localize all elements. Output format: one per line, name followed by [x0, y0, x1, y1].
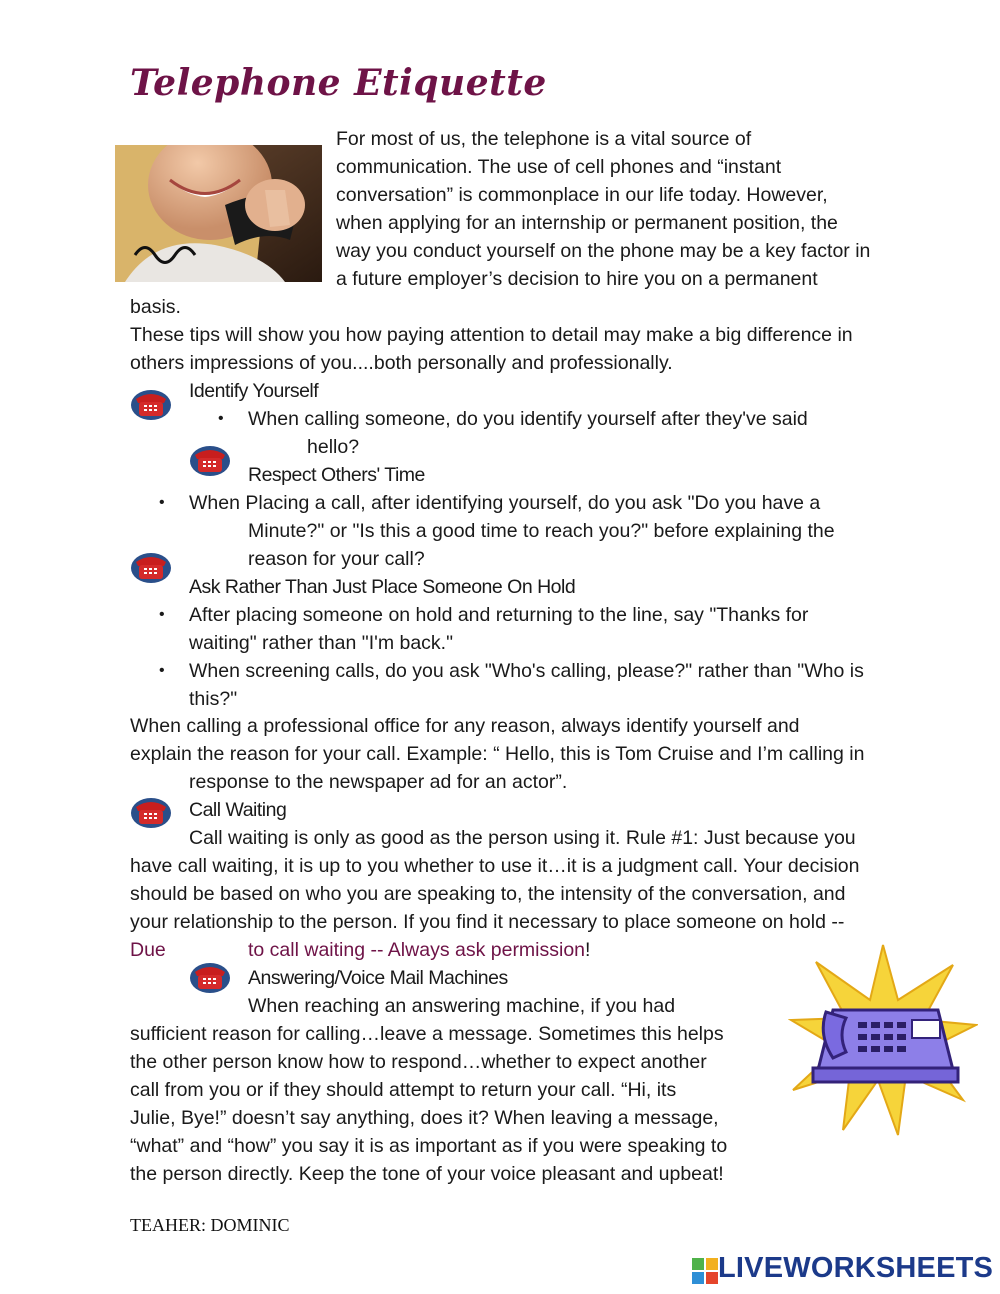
- intro-line: communication. The use of cell phones and “instant: [336, 156, 782, 178]
- bullet-continuation: hello?: [307, 436, 360, 458]
- highlight-sentence: [248, 936, 590, 964]
- bullet-continuation: waiting" rather than "I'm back.": [189, 632, 454, 654]
- section-heading: Ask Rather Than Just Place Someone On Hold: [189, 576, 576, 598]
- intro-line: These tips will show you how paying attention to detail may make a big difference in: [130, 324, 853, 346]
- bullet-item: • When screening calls, do you ask "Who's calling, please?" rather than "Who is: [189, 657, 864, 685]
- paragraph-line: the other person know how to respond…whether to expect another: [130, 1051, 707, 1073]
- paragraph-line: explain the reason for your call. Example: “ Hello, this is Tom Cruise and I’m calling in: [130, 743, 865, 765]
- paragraph-line: sufficient reason for calling…leave a message. Sometimes this helps: [130, 1023, 724, 1045]
- bullet-item: • When calling someone, do you identify yourself after they've said: [248, 405, 808, 433]
- intro-line: others impressions of you....both personally and professionally.: [130, 352, 673, 374]
- paragraph-line: When calling a professional office for any reason, always identify yourself and: [130, 715, 800, 737]
- paragraph-line: “what” and “how” you say it is as important as if you were speaking to: [130, 1135, 728, 1157]
- bullet-item: • After placing someone on hold and returning to the line, say "Thanks for: [189, 601, 808, 629]
- teacher-name: TEAHER: DOMINIC: [130, 1215, 290, 1235]
- paragraph-line: call from you or if they should attempt to return your call. “Hi, its: [130, 1079, 677, 1101]
- red-telephone-icon: [130, 795, 172, 829]
- paragraph-line: When reaching an answering machine, if you had: [248, 995, 676, 1017]
- red-telephone-icon: [189, 960, 231, 994]
- section-heading: Identify Yourself: [189, 380, 319, 402]
- liveworksheets-logo-icon: [692, 1258, 718, 1284]
- bullet-continuation: Minute?" or "Is this a good time to reach you?" before explaining the: [248, 520, 835, 542]
- intro-line: For most of us, the telephone is a vital source of: [336, 128, 752, 150]
- paragraph-line: response to the newspaper ad for an actor”.: [189, 771, 568, 793]
- paragraph-line: the person directly. Keep the tone of your voice pleasant and upbeat!: [130, 1163, 724, 1185]
- red-telephone-icon: [189, 443, 231, 477]
- highlight-text: Due: [130, 939, 166, 961]
- bullet-item: • When Placing a call, after identifying yourself, do you ask "Do you have a: [189, 489, 820, 517]
- intro-line: conversation” is commonplace in our life today. However,: [336, 184, 828, 206]
- paragraph-line: Julie, Bye!” doesn’t say anything, does it? When leaving a message,: [130, 1107, 719, 1129]
- bullet-continuation: this?": [189, 688, 238, 710]
- intro-line: when applying for an internship or permanent position, the: [336, 212, 838, 234]
- section-heading: Call Waiting: [189, 799, 287, 821]
- bullet-continuation: reason for your call?: [248, 548, 425, 570]
- paragraph-line: your relationship to the person. If you find it necessary to place someone on hold --: [130, 911, 845, 933]
- exclamation: !: [585, 939, 591, 961]
- paragraph-line: have call waiting, it is up to you whether to use it…it is a judgment call. Your decision: [130, 855, 860, 877]
- page-title: Telephone Etiquette: [130, 62, 547, 104]
- red-telephone-icon: [130, 550, 172, 584]
- starburst-telephone-icon: [788, 940, 978, 1140]
- paragraph-line: Call waiting is only as good as the person using it. Rule #1: Just because you: [189, 827, 856, 849]
- woman-on-phone-photo: [115, 145, 322, 282]
- intro-line: way you conduct yourself on the phone may be a key factor in: [336, 240, 871, 262]
- intro-line: basis.: [130, 296, 181, 318]
- section-heading: Answering/Voice Mail Machines: [248, 967, 508, 989]
- section-heading: Respect Others' Time: [248, 464, 425, 486]
- intro-line: a future employer’s decision to hire you on a permanent: [336, 268, 818, 290]
- red-telephone-icon: [130, 387, 172, 421]
- paragraph-line: should be based on who you are speaking to, the intensity of the conversation, and: [130, 883, 846, 905]
- highlight-text: to call waiting -- Always ask permission: [248, 939, 586, 961]
- brand-wordmark: LIVEWORKSHEETS: [718, 1252, 994, 1284]
